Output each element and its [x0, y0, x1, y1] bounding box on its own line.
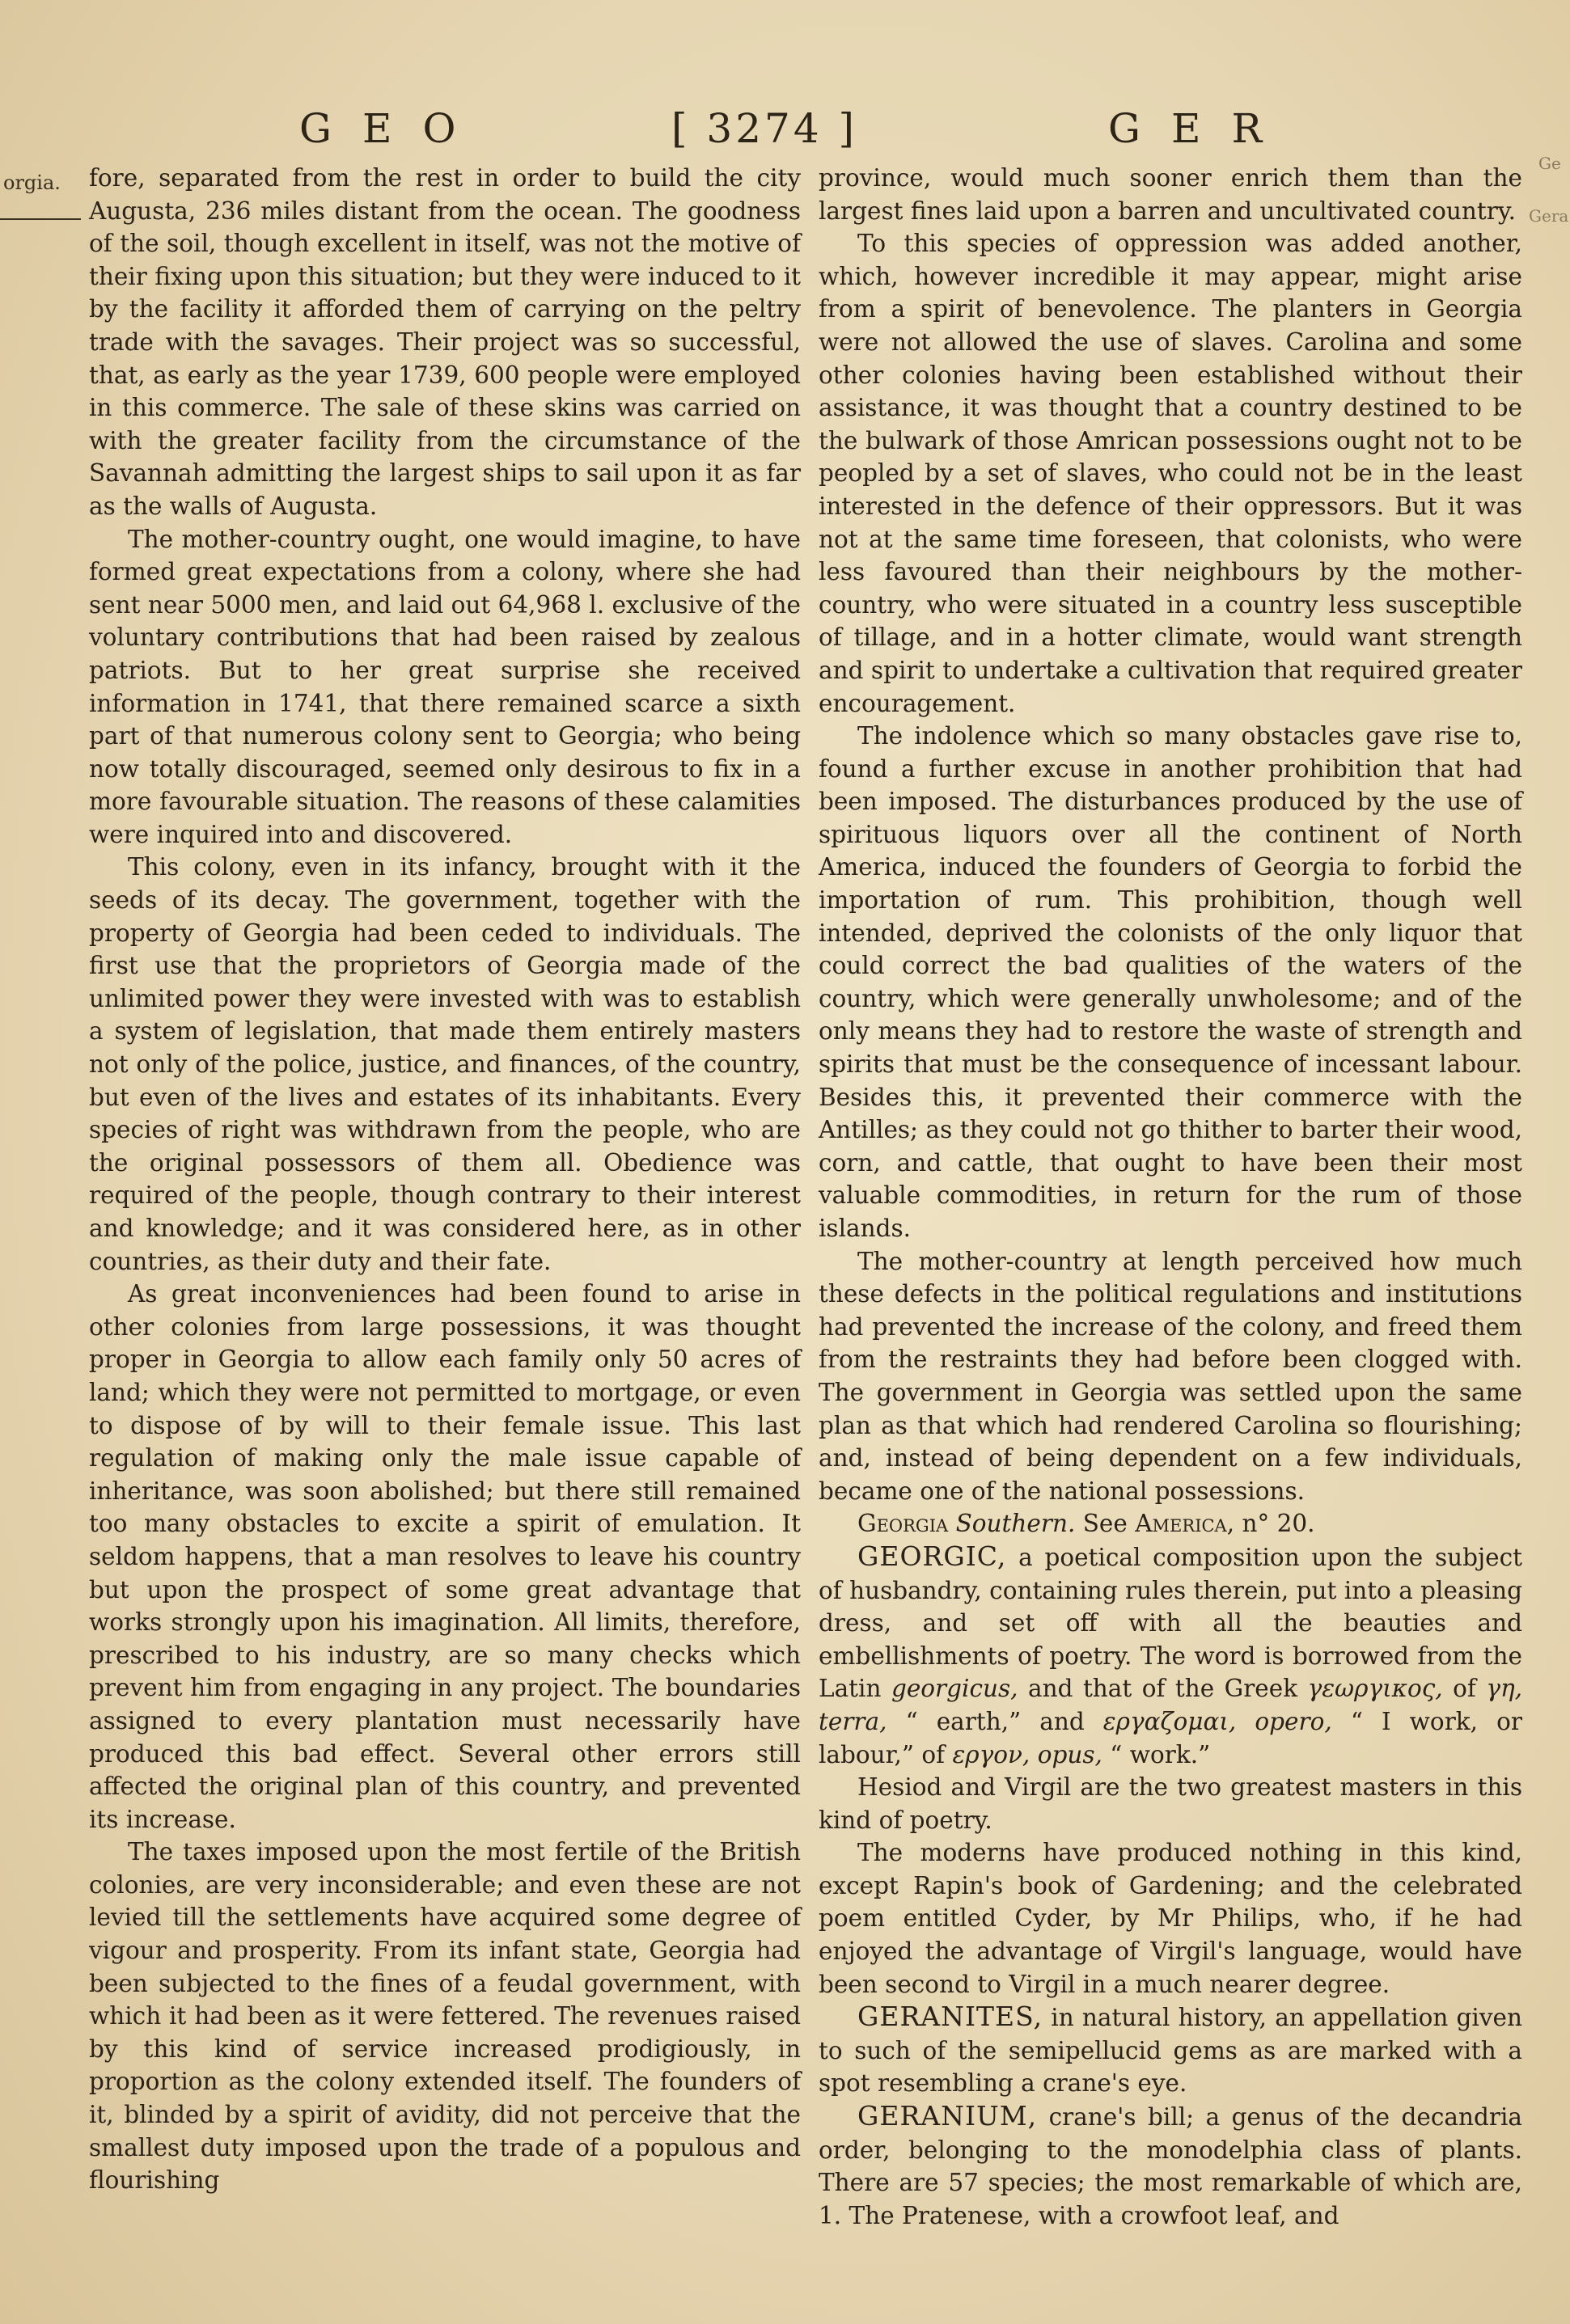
cross-ref-label: See: [1082, 1510, 1128, 1538]
paragraph: To this species of oppression was added another, which, however incredible it may appear, might arise from a spirit of benevolence. The planters in Georgia were not allowed the use of slaves. Carolina and some other colonies having been established without their assistance, it was thought that a country destined to be the bulwark of those Amrican possessions ought not to be peopled by a set of slaves, who could not be in the least interested in the defence of their oppressors. But it was not at the same time foreseen, that colonists, who were less favoured than their neighbours by the mother-country, who were situated in a country less susceptible of tillage, and in a hotter climate, would want strength and spirit to undertake a cultivation that required greater encouragement.: [819, 230, 1522, 717]
entry-text: in natural history, an appellation given to such of the semipellucid gems as are marked with a spot resembling a crane's eye.: [819, 2004, 1522, 2098]
greek-term: γεωργικος,: [1307, 1675, 1443, 1703]
latin-term: opero,: [1255, 1707, 1332, 1735]
header-right-word: GER: [1108, 105, 1293, 152]
paragraph: province, would much sooner enrich them than the largest fines laid upon a barren and uncultivated country.: [819, 164, 1522, 225]
paragraph: The mother-country at length perceived how much these defects in the political regulations and institutions had prevented the increase of the colony, and freed them from the restraints they had before been clogged with. The government in Georgia was settled upon the same plan as that which had rendered Carolina so flourishing; and, instead of being dependent on a few individuals, became one of the national possessions.: [819, 1247, 1522, 1505]
paragraph: The mother-country ought, one would imagine, to have formed great expectations from a colony, where she had sent near 5000 men, and laid out 64,968 l. exclusive of the voluntary contributions that had been raised by zealous patriots. But to her great surprise she received information in 1741, that there remained scarce a sixth part of that numerous colony sent to Georgia; who being now totally discouraged, seemed only desirous to fix in a more favourable situation. The reasons of these calamities were inquired into and discovered.: [89, 525, 801, 848]
latin-term: opus,: [1037, 1740, 1102, 1768]
paragraph: The indolence which so many obstacles gave rise to, found a further excuse in another prohibition that had been imposed. The disturbances produced by the use of spirituous liquors over all the continent of North America, induced the founders of Georgia to forbid the importation of rum. This prohibition, though well intended, deprived the colonists of the only liquor that could correct the bad qualities of the waters of the country, which were generally unwholesome; and of the only means they had to restore the waste of strength and spirits that must be the consequence of incessant labour. Besides this, it prevented their commerce with the Antilles; as they could not go thither to barter their wood, corn, and cattle, that ought to have been their most valuable commodities, in return for the rum of those islands.: [819, 722, 1522, 1242]
margin-note-left: orgia.: [3, 171, 61, 194]
paragraph: As great inconveniences had been found to arise in other colonies from large possessions, it was thought proper in Georgia to allow each family only 50 acres of land; which they were not permitted to mortgage, or even to dispose of by will to their female issue. This last regulation of making only the male issue capable of inheritance, was soon abolished; but there still remained too many obstacles to excite a spirit of emulation. It seldom happens, that a man resolves to leave his country but upon the prospect of some great advantage that works strongly upon his imagination. All limits, therefore, prescribed to his industry, are so many checks which prevent him from engaging in any project. The boundaries assigned to every plantation must necessarily have produced this bad effect. Several other errors still affected the original plan of this country, and prevented its increase.: [89, 1280, 801, 1833]
entry-text: “ work.”: [1110, 1740, 1211, 1768]
latin-term: georgicus,: [891, 1675, 1018, 1703]
margin-note-right-1: Ge: [1538, 154, 1561, 173]
entry-headword: GERANIUM,: [857, 2100, 1038, 2132]
greek-term: γη,: [1486, 1675, 1522, 1703]
entry-subhead: Southern.: [955, 1510, 1076, 1538]
entry-headword: Georgia: [857, 1510, 949, 1538]
header-left-word: GEO: [299, 105, 487, 152]
paragraph: The taxes imposed upon the most fertile of the British colonies, are very inconsiderable; and even these are not levied till the settlements have acquired some degree of vigour and prosperity. From its infant state, Georgia had been subjected to the fines of a feudal government, with which it had been as it were fettered. The revenues raised by this kind of service increased prodigiously, in proportion as the colony extended itself. The founders of it, blinded by a spirit of avidity, did not perceive that the smallest duty imposed upon the trade of a populous and flourishing: [89, 1838, 801, 2195]
page-number: [ 3274 ]: [671, 105, 858, 152]
entry-headword: GERANITES,: [857, 2001, 1043, 2033]
margin-note-right-2: Gera: [1529, 206, 1569, 226]
cross-ref-target: America: [1135, 1510, 1227, 1538]
entry-text: “ I work, or labour,” of: [819, 1707, 1522, 1768]
entry-georgic: [819, 1540, 1522, 1771]
margin-rule: [0, 218, 81, 220]
latin-term: terra,: [819, 1707, 887, 1735]
entry-geranites: [819, 2001, 1522, 2100]
left-column: [89, 162, 801, 2197]
right-column: [819, 162, 1522, 2232]
paragraph: The moderns have produced nothing in this kind, except Rapin's book of Gardening; and the celebrated poem entitled Cyder, by Mr Philips, who, if he had enjoyed the advantage of Virgil's language, would have been second to Virgil in a much nearer degree.: [819, 1839, 1522, 1998]
entry-text: crane's bill; a genus of the decandria order, belonging to the monodelphia class of plants. There are 57 species; the most remarkable of which are, 1. The Pratenese, with a crowfoot leaf, and: [819, 2103, 1522, 2229]
greek-term: εργαζομαι,: [1102, 1707, 1237, 1735]
cross-ref-number: , n° 20.: [1226, 1510, 1315, 1538]
entry-text: “ earth,” and: [905, 1707, 1085, 1735]
entry-headword: GEORGIC,: [857, 1540, 1007, 1572]
entry-geranium: [819, 2100, 1522, 2232]
greek-term: εργον,: [952, 1740, 1030, 1768]
paragraph: This colony, even in its infancy, brought with it the seeds of its decay. The government, together with the property of Georgia had been ceded to individuals. The first use that the proprietors of Georgia made of the unlimited power they were invested with was to establish a system of legislation, that made them entirely masters not only of the police, justice, and finances, of the country, but even of the lives and estates of its inhabitants. Every species of right was withdrawn from the people, who are the original possessors of them all. Obedience was required of the people, though contrary to their interest and knowledge; and it was considered here, as in other countries, as their duty and their fate.: [89, 853, 801, 1275]
page-header: [0, 105, 1570, 170]
entry-text: a poetical composition upon the subject of husbandry, containing rules therein, put into a pleasing dress, and set off with all the beauties and embellishments of poetry. The word is borrowed from the Latin: [819, 1543, 1522, 1703]
paragraph: Hesiod and Virgil are the two greatest masters in this kind of poetry.: [819, 1773, 1522, 1834]
entry-text: and that of the Greek: [1028, 1675, 1298, 1703]
entry-georgia-southern: [819, 1507, 1522, 1540]
entry-text: of: [1453, 1675, 1476, 1703]
paragraph: fore, separated from the rest in order to build the city Augusta, 236 miles distant from the ocean. The goodness of the soil, though excellent in itself, was not the motive of their fixing upon this situation; but they were induced to it by the facility it afforded them of carrying on the peltry trade with the savages. Their project was so successful, that, as early as the year 1739, 600 people were employed in this commerce. The sale of these skins was carried on with the greater facility from the circumstance of the Savannah admitting the largest ships to sail upon it as far as the walls of Augusta.: [89, 164, 801, 520]
